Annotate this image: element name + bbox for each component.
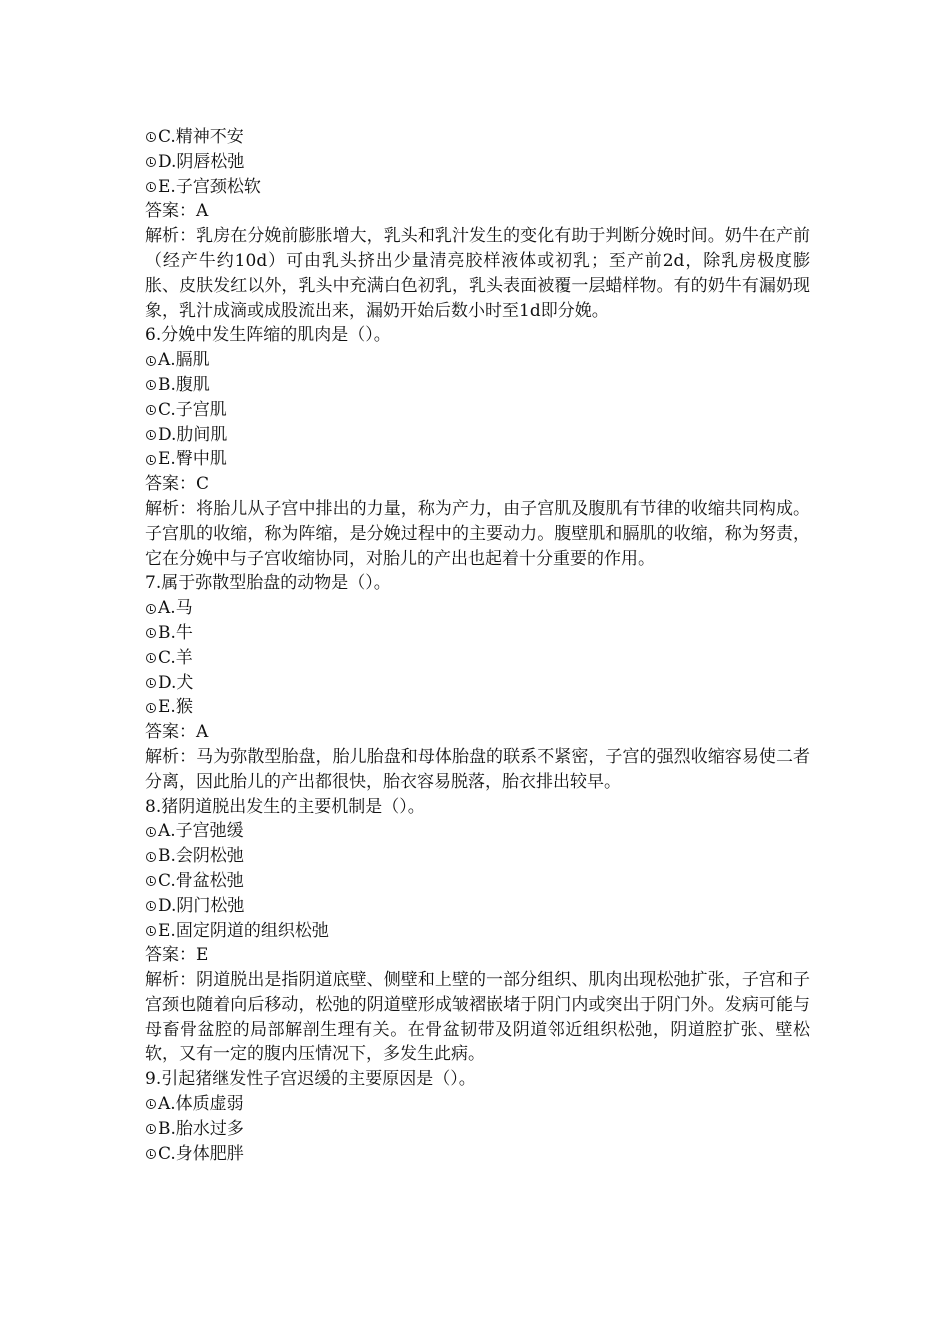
option-8b[interactable] xyxy=(145,844,810,869)
option-label: E.臀中肌 xyxy=(158,449,227,470)
radio-icon xyxy=(146,852,156,862)
option-label: E.固定阴道的组织松弛 xyxy=(158,920,329,941)
option-7b[interactable] xyxy=(145,621,810,646)
option-label: A.膈肌 xyxy=(158,350,210,371)
radio-icon xyxy=(146,405,156,415)
option-7e[interactable] xyxy=(145,695,810,720)
option-label: E.子宫颈松软 xyxy=(158,176,261,197)
option-label: E.猴 xyxy=(158,697,193,718)
option-label: B.牛 xyxy=(158,622,193,643)
question-9: 9.引起猪继发性子宫迟缓的主要原因是（）。 xyxy=(145,1069,476,1090)
question-8: 8.猪阴道脱出发生的主要机制是（）。 xyxy=(145,796,425,817)
option-9a[interactable] xyxy=(145,1092,810,1117)
option-5e[interactable] xyxy=(145,175,810,200)
option-6d[interactable] xyxy=(145,423,810,448)
radio-icon xyxy=(146,678,156,688)
radio-icon xyxy=(146,157,156,167)
radio-icon xyxy=(146,703,156,713)
radio-icon xyxy=(146,876,156,886)
analysis-6: 解析：将胎儿从子宫中排出的力量，称为产力，由子宫肌及腹肌有节律的收缩共同构成。子宫肌的收缩，称为阵缩，是分娩过程中的主要动力。腹壁肌和膈肌的收缩，称为努责，它在分娩中与子宫收缩协同，对胎儿的产出也起着十分重要的作用。 xyxy=(145,498,810,569)
option-9c[interactable] xyxy=(145,1142,810,1167)
radio-icon xyxy=(146,1099,156,1109)
option-8c[interactable] xyxy=(145,869,810,894)
option-label: D.阴门松弛 xyxy=(158,895,245,916)
option-label: A.马 xyxy=(158,598,193,619)
option-7d[interactable] xyxy=(145,671,810,696)
radio-icon xyxy=(146,827,156,837)
option-label: C.身体肥胖 xyxy=(158,1143,244,1164)
option-label: D.阴唇松弛 xyxy=(158,151,245,172)
answer-7: 答案：A xyxy=(145,722,209,743)
answer-5: 答案：A xyxy=(145,201,209,222)
question-6: 6.分娩中发生阵缩的肌肉是（）。 xyxy=(145,325,391,346)
radio-icon xyxy=(146,182,156,192)
analysis-7: 解析：马为弥散型胎盘，胎儿胎盘和母体胎盘的联系不紧密，子宫的强烈收缩容易使二者分离，因此胎儿的产出都很快，胎衣容易脱落，胎衣排出较早。 xyxy=(145,746,810,792)
option-label: D.肋间肌 xyxy=(158,424,228,445)
radio-icon xyxy=(146,132,156,142)
option-label: B.会阴松弛 xyxy=(158,846,244,867)
option-label: C.骨盆松弛 xyxy=(158,870,244,891)
option-7c[interactable] xyxy=(145,646,810,671)
radio-icon xyxy=(146,926,156,936)
radio-icon xyxy=(146,380,156,390)
answer-6: 答案：C xyxy=(145,474,210,495)
option-label: A.子宫弛缓 xyxy=(158,821,244,842)
option-label: A.体质虚弱 xyxy=(158,1094,244,1115)
option-9b[interactable] xyxy=(145,1117,810,1142)
option-label: C.羊 xyxy=(158,647,193,668)
option-5c[interactable] xyxy=(145,125,810,150)
radio-icon xyxy=(146,356,156,366)
option-label: D.犬 xyxy=(158,672,194,693)
option-5d[interactable] xyxy=(145,150,810,175)
option-label: C.子宫肌 xyxy=(158,399,227,420)
option-6b[interactable] xyxy=(145,373,810,398)
option-8a[interactable] xyxy=(145,819,810,844)
option-6a[interactable] xyxy=(145,348,810,373)
option-label: B.胎水过多 xyxy=(158,1118,244,1139)
radio-icon xyxy=(146,628,156,638)
radio-icon xyxy=(146,430,156,440)
analysis-5: 解析：乳房在分娩前膨胀增大，乳头和乳汁发生的变化有助于判断分娩时间。奶牛在产前（经产牛约10d）可由乳头挤出少量清亮胶样液体或初乳；至产前2d，除乳房极度膨胀、皮肤发红以外，乳头中充满白色初乳，乳头表面被覆一层蜡样物。有的奶牛有漏奶现象，乳汁成滴或成股流出来，漏奶开始后数小时至1d即分娩。 xyxy=(145,226,810,321)
answer-8: 答案：E xyxy=(145,945,209,966)
radio-icon xyxy=(146,604,156,614)
option-6c[interactable] xyxy=(145,398,810,423)
radio-icon xyxy=(146,653,156,663)
document-page xyxy=(145,125,810,1166)
analysis-8: 解析：阴道脱出是指阴道底壁、侧壁和上壁的一部分组织、肌肉出现松弛扩张，子宫和子宫颈也随着向后移动，松弛的阴道壁形成皱褶嵌堵于阴门内或突出于阴门外。发病可能与母畜骨盆腔的局部解剖生理有关。在骨盆韧带及阴道邻近组织松弛，阴道腔扩张、壁松软，又有一定的腹内压情况下，多发生此病。 xyxy=(145,970,810,1065)
option-6e[interactable] xyxy=(145,447,810,472)
option-8d[interactable] xyxy=(145,894,810,919)
question-7: 7.属于弥散型胎盘的动物是（）。 xyxy=(145,573,391,594)
option-label: C.精神不安 xyxy=(158,127,244,147)
option-8e[interactable] xyxy=(145,919,810,944)
radio-icon xyxy=(146,901,156,911)
radio-icon xyxy=(146,1149,156,1159)
radio-icon xyxy=(146,455,156,465)
radio-icon xyxy=(146,1124,156,1134)
option-7a[interactable] xyxy=(145,596,810,621)
option-label: B.腹肌 xyxy=(158,374,210,395)
